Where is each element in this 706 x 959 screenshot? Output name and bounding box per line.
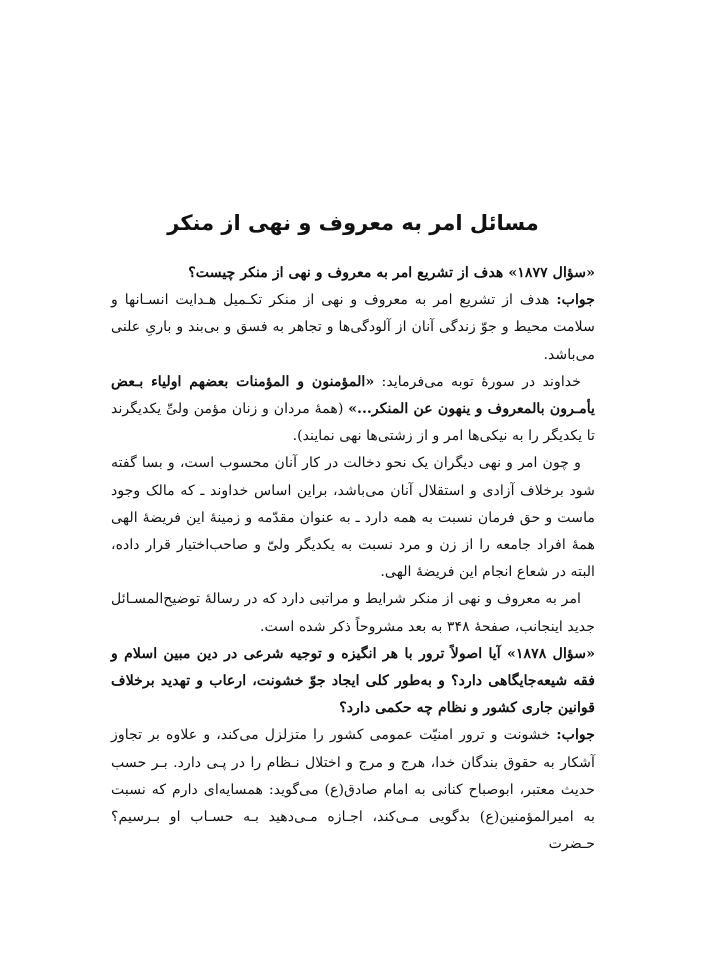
- page-title: مسائل امر به معروف و نهی از منکر: [167, 211, 539, 235]
- explanation-paragraph: و چون امر و نهی دیگران یک نحو دخالت در کار آنان محسوب است، و بسا گفته شود برخلاف آزادی و استقلال آنان می‌باشد، براین اساس خداوند ـ که مالک وجود ماست و حق فرمان نسبت به همه دارد ـ به عنوان مقدّمه و زمینهٔ این فریضهٔ الهی همهٔ افراد جامعه را از زن و مرد نسبت به یکدیگر ولیّ و صاحب‌اختیار قرار داده، البته در شعاع انجام این فریضهٔ الهی.: [111, 455, 595, 581]
- answer-1877-paragraph: [111, 287, 595, 369]
- question-number: «سؤال ۱۸۷۸»: [507, 645, 595, 662]
- answer-label: جواب:: [556, 727, 595, 744]
- question-number: «سؤال ۱۸۷۷»: [508, 265, 595, 281]
- answer-1878-paragraph: [111, 722, 595, 858]
- reference-paragraph: امر به معروف و نهی از منکر شرایط و مراتبی دارد که در رسالهٔ توضیح‌المسـائل جدید اینجانب، صفحهٔ ۳۴۸ به بعد مشروحاً ذکر شده است.: [111, 591, 595, 635]
- answer-text: هدف از تشریع امر به معروف و نهی از منکر تکـمیل هـدایت انسـانها و سلامت محیط و جوّ زندگی آنان از آلودگی‌ها و تجاهر به فسق و بی‌بند و باریِ علنی می‌باشد.: [111, 292, 595, 363]
- question-text: هدف از تشریع امر به معروف و نهی از منکر چیست؟: [188, 265, 509, 281]
- question-1878: [111, 641, 595, 723]
- verse-translation: (همهٔ مردان و زنان مؤمن ولیِّ یکدیگرند تا یکدیگر را به نیکی‌ها امر و از زشتی‌ها نهی نمایند).: [111, 401, 595, 445]
- question-text: آیا اصولاً ترور با هر انگیزه و توجیه شرعی در دین مبین اسلام و فقه شیعه‌جایگاهی دارد؟ و به‌طور کلی ایجاد جوّ خشونت، ارعاب و تهدید برخلاف قوانین جاری کشور و نظام چه حکمی دارد؟: [111, 645, 595, 717]
- verse-paragraph: [111, 369, 595, 451]
- quran-verse: «المؤمنون و المؤمنات بعضهم اولیاء بـعض یأمـرون بالمعروف و ینهون عن المنکر...»: [111, 373, 595, 418]
- question-1877: [111, 260, 595, 287]
- document-body: [111, 260, 595, 858]
- answer-label: جواب:: [556, 292, 595, 309]
- answer-text: خشونت و ترور امنیّت عمومی کشور را متزلزل می‌کند، و علاوه بر تجاوز آشکار به حقوق بندگان خدا، هرج و مرج و اختلال نـظام را در پـی دارد. بـر حسب حدیث معتبر، ابوصباح کنانی به امام صادق(ع) می‌گوید: همسایه‌ای دارم که نسبت به امیرالمؤمنین(ع) بدگویی مـی‌کند، اجـازه مـی‌دهید بـه حسـاب او بـرسیم؟ حـضرت: [111, 727, 595, 853]
- verse-intro: خداوند در سورهٔ توبه می‌فرماید:: [374, 373, 581, 390]
